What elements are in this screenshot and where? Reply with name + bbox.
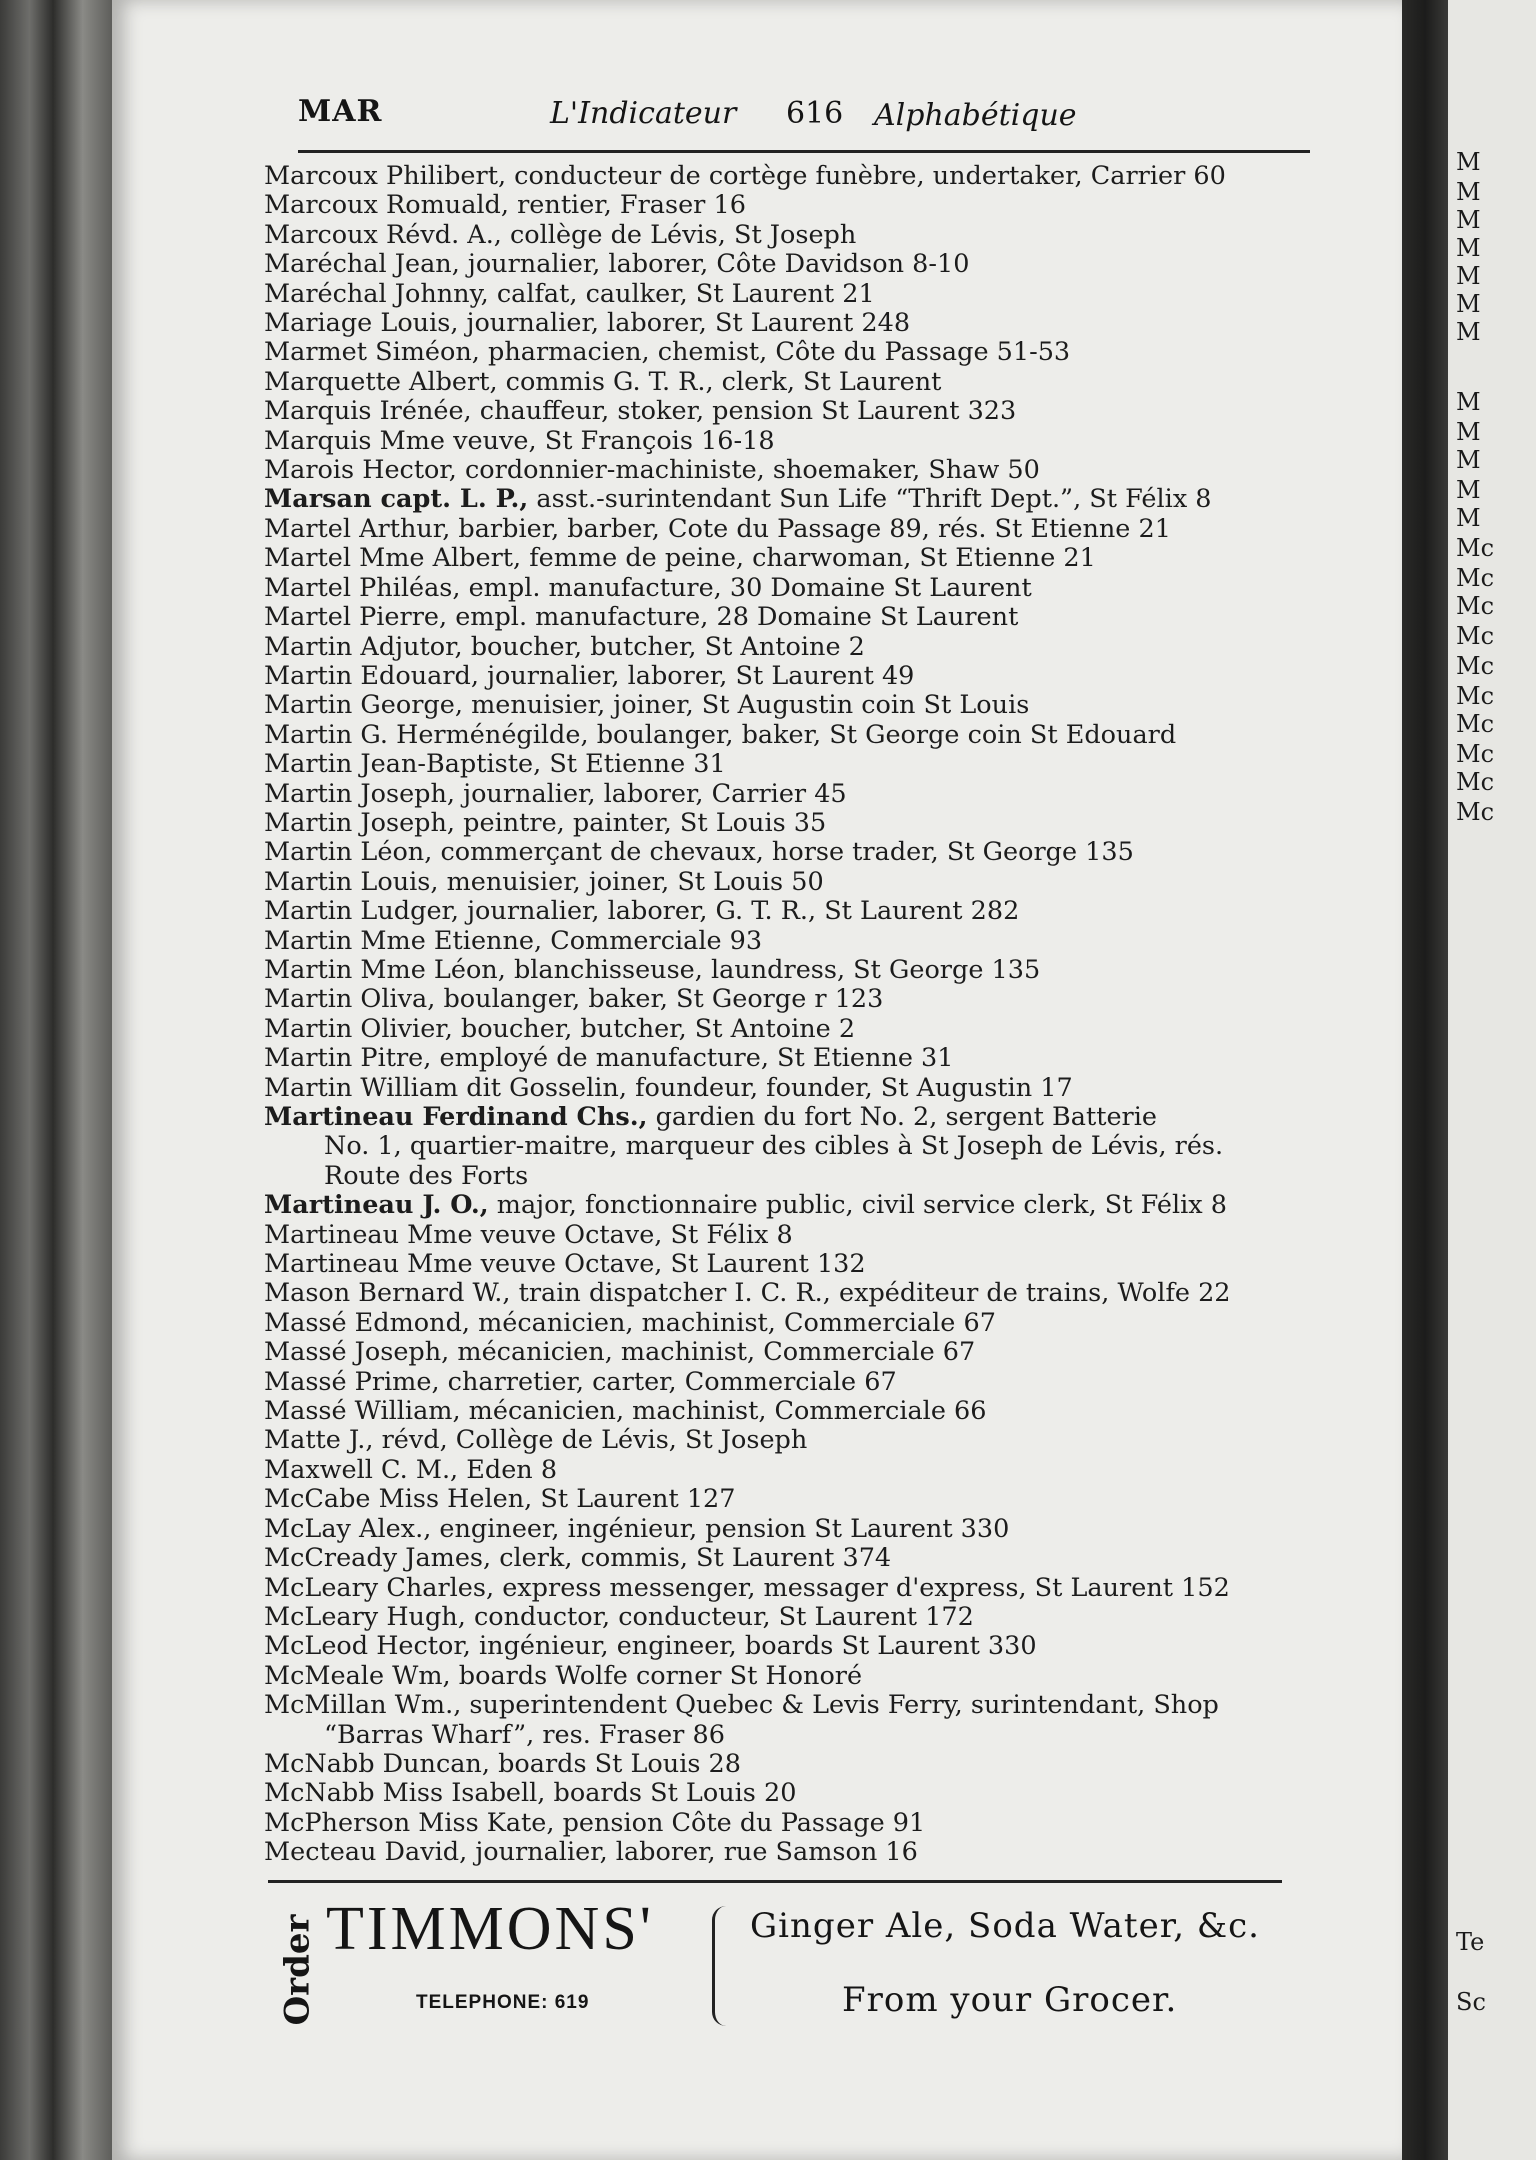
entry-name: McMillan Wm., bbox=[264, 1690, 462, 1721]
directory-entry bbox=[264, 1809, 1322, 1838]
entry-details: St Laurent 132 bbox=[670, 1249, 866, 1280]
entry-name: Maréchal Johnny, bbox=[264, 278, 489, 309]
directory-entry bbox=[264, 544, 1322, 573]
directory-entry bbox=[264, 721, 1322, 750]
entry-details: blanchisseuse, laundress, St George 135 bbox=[513, 954, 1041, 985]
entry-details: commis G. T. R., clerk, St Laurent bbox=[505, 366, 942, 397]
entry-details: gardien du fort No. 2, sergent Batterie bbox=[655, 1102, 1157, 1132]
directory-entries bbox=[264, 161, 1322, 1868]
entry-name: Martin Léon, bbox=[264, 837, 433, 868]
entry-name: Marcoux Philibert, bbox=[264, 161, 507, 191]
directory-entry bbox=[264, 221, 1322, 250]
entry-details: employé de manufacture, St Etienne 31 bbox=[439, 1043, 954, 1074]
entry-name: Martin George, bbox=[264, 690, 463, 721]
directory-entry-continuation bbox=[264, 1132, 1322, 1161]
directory-entry bbox=[264, 1750, 1322, 1779]
entry-details: Route des Forts bbox=[324, 1160, 529, 1191]
ad-tagline: From your Grocer. bbox=[842, 1980, 1178, 2020]
entry-details: boards St Louis 28 bbox=[498, 1748, 741, 1779]
entry-details: chauffeur, stoker, pension St Laurent 323 bbox=[479, 396, 1017, 427]
next-page-letter: M bbox=[1456, 148, 1481, 176]
entry-name: Massé Joseph, bbox=[264, 1337, 450, 1368]
directory-entry-continuation bbox=[264, 1162, 1322, 1191]
entry-name: Mecteau David, bbox=[264, 1837, 468, 1868]
page-number: 616 bbox=[786, 96, 844, 131]
entry-name: Mariage Louis, bbox=[264, 308, 459, 339]
entry-details: empl. manufacture, 30 Domaine St Laurent bbox=[468, 572, 1032, 603]
entry-details: foundeur, founder, St Augustin 17 bbox=[635, 1072, 1073, 1103]
next-page-letter: M bbox=[1456, 206, 1481, 234]
entry-details: journalier, laborer, St Laurent 248 bbox=[466, 308, 911, 339]
entry-details: mécanicien, machinist, Commerciale 66 bbox=[468, 1396, 987, 1427]
directory-entry bbox=[264, 868, 1322, 897]
entry-name: Martin Joseph, bbox=[264, 807, 456, 838]
entry-name: Martel Arthur, bbox=[264, 513, 451, 544]
directory-entry bbox=[264, 1074, 1322, 1103]
entry-details: train dispatcher I. C. R., expéditeur de trains, Wolfe 22 bbox=[518, 1278, 1231, 1309]
next-page-letter: Mc bbox=[1456, 740, 1495, 768]
entry-name: Marois Hector, bbox=[264, 455, 457, 486]
entry-details: boulanger, baker, St George r 123 bbox=[443, 984, 884, 1015]
entry-details: boards Wolfe corner St Honoré bbox=[458, 1660, 863, 1691]
entry-name: Martineau Mme veuve Octave, bbox=[264, 1249, 663, 1280]
next-page-letter: M bbox=[1456, 446, 1481, 474]
directory-entry bbox=[264, 1279, 1322, 1308]
next-page-letter: Mc bbox=[1456, 564, 1495, 592]
entry-name: McNabb Miss Isabell, bbox=[264, 1778, 546, 1809]
directory-entry bbox=[264, 1691, 1322, 1720]
next-page-letter: M bbox=[1456, 476, 1481, 504]
entry-details: empl. manufacture, 28 Domaine St Laurent bbox=[455, 602, 1019, 633]
entry-details: calfat, caulker, St Laurent 21 bbox=[496, 278, 875, 309]
entry-name: Martineau J. O., bbox=[264, 1190, 489, 1221]
entry-details: “Barras Wharf”, res. Fraser 86 bbox=[324, 1719, 725, 1750]
entry-details: St Laurent 127 bbox=[540, 1484, 736, 1515]
next-page-letter: M bbox=[1456, 504, 1481, 532]
entry-details: femme de peine, charwoman, St Etienne 21 bbox=[529, 543, 1096, 574]
directory-entry bbox=[264, 1632, 1322, 1661]
entry-details: boards St Louis 20 bbox=[553, 1778, 797, 1809]
entry-details: boulanger, baker, St George coin St Edouard bbox=[596, 719, 1177, 750]
directory-entry bbox=[264, 1044, 1322, 1073]
entry-details: barbier, barber, Cote du Passage 89, rés. St Etienne 21 bbox=[458, 513, 1171, 544]
next-page-letter: Mc bbox=[1456, 622, 1495, 650]
entry-name: Martin Olivier, bbox=[264, 1013, 453, 1044]
entry-name: Martin Louis, bbox=[264, 866, 439, 897]
entry-details: boucher, butcher, St Antoine 2 bbox=[470, 631, 865, 662]
entry-details: commerçant de chevaux, horse trader, St George 135 bbox=[440, 837, 1134, 868]
next-page-edge bbox=[1448, 0, 1536, 2160]
next-page-letter: Mc bbox=[1456, 682, 1495, 710]
directory-entry bbox=[264, 1221, 1322, 1250]
entry-name: Marquis Irénée, bbox=[264, 396, 472, 427]
entry-details: révd, Collège de Lévis, St Joseph bbox=[381, 1425, 808, 1456]
entry-name: Massé William, bbox=[264, 1396, 461, 1427]
entry-details: journalier, laborer, rue Samson 16 bbox=[475, 1837, 918, 1868]
entry-name: Martin Edouard, bbox=[264, 660, 479, 691]
entry-details: express messenger, messager d'express, St Laurent 152 bbox=[502, 1572, 1230, 1603]
entry-details: clerk, commis, St Laurent 374 bbox=[499, 1543, 892, 1574]
entry-details: Eden 8 bbox=[466, 1454, 558, 1485]
entry-name: McLeod Hector, bbox=[264, 1631, 471, 1662]
next-page-letter: M bbox=[1456, 262, 1481, 290]
entry-details: superintendent Quebec & Levis Ferry, surintendant, Shop bbox=[469, 1690, 1219, 1721]
entry-details: pension Côte du Passage 91 bbox=[562, 1807, 926, 1838]
directory-entry bbox=[264, 485, 1322, 514]
entry-details: journalier, laborer, Carrier 45 bbox=[463, 778, 847, 809]
directory-entry bbox=[264, 1662, 1322, 1691]
directory-entry bbox=[264, 250, 1322, 279]
directory-entry bbox=[264, 1485, 1322, 1514]
ad-order-label: Order bbox=[277, 1914, 318, 2026]
entry-details: journalier, laborer, G. T. R., St Laurent 282 bbox=[467, 896, 1020, 927]
directory-entry bbox=[264, 1574, 1322, 1603]
directory-entry bbox=[264, 1397, 1322, 1426]
entry-name: Marcoux Romuald, bbox=[264, 190, 509, 221]
next-page-letter: M bbox=[1456, 178, 1481, 206]
directory-entry bbox=[264, 280, 1322, 309]
entry-details: journalier, laborer, Côte Davidson 8-10 bbox=[467, 249, 970, 280]
entry-name: McCabe Miss Helen, bbox=[264, 1484, 533, 1515]
next-page-letter: Mc bbox=[1456, 592, 1495, 620]
entry-details: boucher, butcher, St Antoine 2 bbox=[460, 1013, 856, 1044]
section-subtitle: Alphabétique bbox=[874, 98, 1077, 133]
ad-products: Ginger Ale, Soda Water, &c. bbox=[750, 1906, 1260, 1946]
directory-entry bbox=[264, 1103, 1322, 1132]
entry-name: McMeale Wm, bbox=[264, 1660, 451, 1691]
entry-name: Massé Prime, bbox=[264, 1366, 440, 1397]
book-spine bbox=[0, 0, 118, 2160]
entry-details: No. 1, quartier-maitre, marqueur des cibles à St Joseph de Lévis, rés. bbox=[324, 1131, 1224, 1162]
directory-entry bbox=[264, 662, 1322, 691]
directory-entry bbox=[264, 956, 1322, 985]
entry-name: Martin Ludger, bbox=[264, 896, 460, 927]
entry-name: Marcoux Révd. A., bbox=[264, 219, 502, 250]
directory-entry bbox=[264, 1015, 1322, 1044]
directory-entry bbox=[264, 1426, 1322, 1455]
directory-entry bbox=[264, 338, 1322, 367]
directory-entry bbox=[264, 397, 1322, 426]
publication-title: L'Indicateur bbox=[550, 96, 737, 131]
directory-entry bbox=[264, 1368, 1322, 1397]
entry-details: menuisier, joiner, St Augustin coin St Louis bbox=[471, 690, 1030, 721]
entry-details: pharmacien, chemist, Côte du Passage 51-53 bbox=[488, 337, 1071, 368]
ad-telephone: TELEPHONE: 619 bbox=[416, 1992, 590, 2013]
entry-name: Martel Pierre, bbox=[264, 602, 448, 633]
entry-details: major, fonctionnaire public, civil service clerk, St Félix 8 bbox=[496, 1190, 1228, 1221]
next-page-letter: Mc bbox=[1456, 768, 1495, 796]
section-code: MAR bbox=[298, 94, 383, 129]
directory-entry bbox=[264, 1338, 1322, 1367]
entry-name: McLeary Hugh, bbox=[264, 1601, 466, 1632]
directory-entry bbox=[264, 750, 1322, 779]
entry-name: Martineau Mme veuve Octave, bbox=[264, 1219, 663, 1250]
entry-name: McNabb Duncan, bbox=[264, 1748, 490, 1779]
entry-name: Martin G. Herménégilde, bbox=[264, 719, 589, 750]
entry-name: Martin Joseph, bbox=[264, 778, 456, 809]
entry-name: Martel Philéas, bbox=[264, 572, 461, 603]
advertisement bbox=[264, 1888, 1284, 2038]
entry-details: menuisier, joiner, St Louis 50 bbox=[446, 866, 824, 897]
entry-name: Marquis Mme veuve, bbox=[264, 425, 537, 456]
running-head bbox=[298, 92, 1308, 140]
entry-details: charretier, carter, Commerciale 67 bbox=[447, 1366, 897, 1397]
header-rule bbox=[298, 150, 1310, 153]
directory-entry bbox=[264, 574, 1322, 603]
directory-entry bbox=[264, 162, 1322, 191]
entry-details: St Félix 8 bbox=[670, 1219, 793, 1250]
entry-name: Martin Pitre, bbox=[264, 1043, 432, 1074]
entry-details: collège de Lévis, St Joseph bbox=[510, 219, 857, 250]
next-page-letter: M bbox=[1456, 388, 1481, 416]
entry-name: Martin Mme Léon, bbox=[264, 954, 506, 985]
entry-name: Matte J., bbox=[264, 1425, 374, 1456]
directory-entry bbox=[264, 1191, 1322, 1220]
entry-details: Commerciale 93 bbox=[550, 925, 763, 956]
entry-name: Martin William dit Gosselin, bbox=[264, 1072, 627, 1103]
next-page-letter: Te bbox=[1456, 1928, 1485, 1956]
entry-details: journalier, laborer, St Laurent 49 bbox=[487, 660, 915, 691]
directory-entry bbox=[264, 515, 1322, 544]
entry-details: St Etienne 31 bbox=[549, 749, 726, 780]
entry-details: mécanicien, machinist, Commerciale 67 bbox=[457, 1337, 976, 1368]
page-gutter bbox=[1402, 0, 1448, 2160]
entry-details: rentier, Fraser 16 bbox=[517, 190, 746, 221]
directory-entry bbox=[264, 191, 1322, 220]
entry-details: ingénieur, engineer, boards St Laurent 330 bbox=[479, 1631, 1037, 1662]
directory-entry bbox=[264, 1515, 1322, 1544]
next-page-letter: Mc bbox=[1456, 710, 1495, 738]
directory-entry bbox=[264, 603, 1322, 632]
entry-details: engineer, ingénieur, pension St Laurent 330 bbox=[439, 1513, 1010, 1544]
directory-entry bbox=[264, 838, 1322, 867]
next-page-letter: Mc bbox=[1456, 652, 1495, 680]
directory-entry bbox=[264, 309, 1322, 338]
directory-entry-continuation bbox=[264, 1721, 1322, 1750]
directory-entry bbox=[264, 985, 1322, 1014]
entry-details: St François 16-18 bbox=[544, 425, 775, 456]
directory-entry bbox=[264, 1250, 1322, 1279]
ad-brace bbox=[712, 1906, 733, 2026]
directory-entry bbox=[264, 1838, 1322, 1867]
entry-name: Martin Adjutor, bbox=[264, 631, 463, 662]
entry-name: Maréchal Jean, bbox=[264, 249, 460, 280]
directory-entry bbox=[264, 1603, 1322, 1632]
entry-name: McCready James, bbox=[264, 1543, 492, 1574]
entry-name: McLay Alex., bbox=[264, 1513, 432, 1544]
directory-entry bbox=[264, 927, 1322, 956]
ad-brand-name: TIMMONS' bbox=[326, 1895, 654, 1963]
next-page-letter: M bbox=[1456, 234, 1481, 262]
entry-details: mécanicien, machinist, Commerciale 67 bbox=[478, 1307, 996, 1338]
entry-name: McPherson Miss Kate, bbox=[264, 1807, 555, 1838]
entry-name: Martin Jean-Baptiste, bbox=[264, 749, 542, 780]
entry-name: Mason Bernard W., bbox=[264, 1278, 511, 1309]
entry-name: Maxwell C. M., bbox=[264, 1454, 459, 1485]
entry-name: Martel Mme Albert, bbox=[264, 543, 522, 574]
next-page-letter: Mc bbox=[1456, 798, 1495, 826]
entry-details: peintre, painter, St Louis 35 bbox=[463, 807, 827, 838]
directory-entry bbox=[264, 897, 1322, 926]
entry-name: McLeary Charles, bbox=[264, 1572, 495, 1603]
entry-details: asst.-surintendant Sun Life “Thrift Dept.”, St Félix 8 bbox=[536, 484, 1212, 515]
footer-rule bbox=[268, 1880, 1282, 1883]
entry-details: conducteur de cortège funèbre, undertaker, Carrier 60 bbox=[514, 161, 1226, 191]
directory-entry bbox=[264, 691, 1322, 720]
entry-name: Martineau Ferdinand Chs., bbox=[264, 1102, 648, 1132]
entry-name: Marsan capt. L. P., bbox=[264, 484, 529, 515]
directory-entry bbox=[264, 368, 1322, 397]
entry-name: Marquette Albert, bbox=[264, 366, 498, 397]
directory-entry bbox=[264, 780, 1322, 809]
directory-entry bbox=[264, 809, 1322, 838]
entry-name: Marmet Siméon, bbox=[264, 337, 480, 368]
next-page-letter: Mc bbox=[1456, 534, 1495, 562]
entry-name: Martin Mme Etienne, bbox=[264, 925, 543, 956]
next-page-letter: Sc bbox=[1456, 1988, 1486, 2016]
directory-entry bbox=[264, 1309, 1322, 1338]
next-page-letter: M bbox=[1456, 318, 1481, 346]
directory-entry bbox=[264, 427, 1322, 456]
entry-details: cordonnier-machiniste, shoemaker, Shaw 50 bbox=[465, 455, 1040, 486]
directory-entry bbox=[264, 1779, 1322, 1808]
entry-details: conductor, conducteur, St Laurent 172 bbox=[473, 1601, 974, 1632]
next-page-letter: M bbox=[1456, 418, 1481, 446]
directory-entry bbox=[264, 1456, 1322, 1485]
entry-name: Martin Oliva, bbox=[264, 984, 436, 1015]
directory-entry bbox=[264, 1544, 1322, 1573]
next-page-letter: M bbox=[1456, 290, 1481, 318]
entry-name: Massé Edmond, bbox=[264, 1307, 471, 1338]
directory-entry bbox=[264, 633, 1322, 662]
directory-entry bbox=[264, 456, 1322, 485]
